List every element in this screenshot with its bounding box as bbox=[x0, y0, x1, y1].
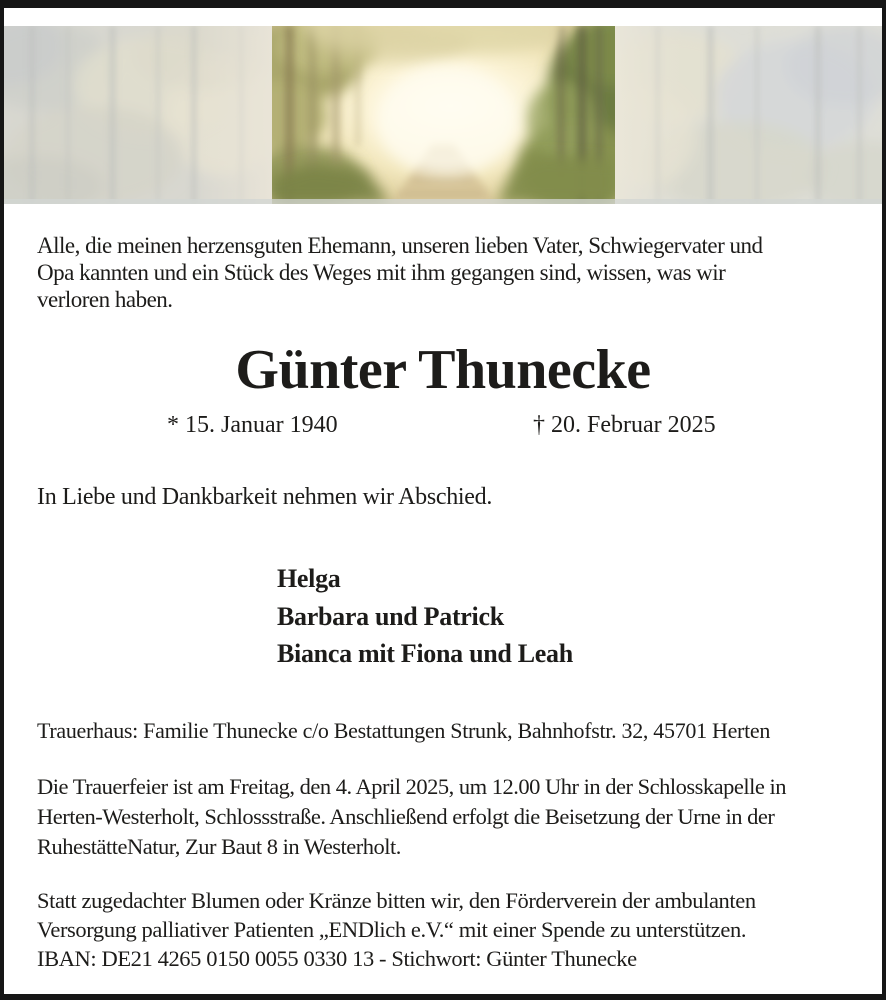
forest-path-photo bbox=[4, 26, 882, 204]
mourner-name: Bianca mit Fiona und Leah bbox=[277, 639, 573, 668]
photo-left-faded-panel bbox=[4, 26, 272, 204]
service-paragraph bbox=[37, 772, 786, 862]
death-date: † 20. Februar 2025 bbox=[533, 412, 716, 438]
service-line: Herten-Westerholt, Schlossstraße. Anschließend erfolgt die Beisetzung der Urne in der bbox=[37, 804, 775, 829]
donation-line: IBAN: DE21 4265 0150 0055 0330 13 - Stichwort: Günter Thunecke bbox=[37, 946, 637, 971]
donation-line: Statt zugedachter Blumen oder Kränze bitten wir, den Förderverein der ambulanten bbox=[37, 888, 756, 913]
service-line: Die Trauerfeier ist am Freitag, den 4. April 2025, um 12.00 Uhr in der Schlosskapelle in bbox=[37, 774, 786, 799]
intro-line: Alle, die meinen herzensguten Ehemann, unseren lieben Vater, Schwiegervater und bbox=[37, 233, 763, 258]
donation-line: Versorgung palliativer Patienten „ENDlich e.V.“ mit einer Spende zu unterstützen. bbox=[37, 917, 747, 942]
intro-line: Opa kannten und ein Stück des Weges mit ihm gegangen sind, wissen, was wir bbox=[37, 260, 726, 285]
mourners-list bbox=[277, 560, 573, 673]
farewell-text: In Liebe und Dankbarkeit nehmen wir Abschied. bbox=[37, 484, 493, 510]
service-line: RuhestätteNatur, Zur Baut 8 in Westerholt. bbox=[37, 834, 401, 859]
life-dates-row bbox=[4, 412, 882, 444]
photo-right-faded-panel bbox=[615, 26, 882, 204]
mourner-name: Barbara und Patrick bbox=[277, 601, 504, 631]
photo-bottom-strip bbox=[4, 199, 882, 204]
page-inner bbox=[4, 8, 882, 994]
deceased-name: Günter Thunecke bbox=[235, 339, 651, 401]
mourner-name: Helga bbox=[277, 564, 341, 593]
donation-paragraph bbox=[37, 886, 756, 973]
trauerhaus-line: Trauerhaus: Familie Thunecke c/o Bestattungen Strunk, Bahnhofstr. 32, 45701 Herten bbox=[37, 718, 771, 743]
birth-date: * 15. Januar 1940 bbox=[167, 412, 338, 438]
intro-paragraph bbox=[37, 232, 763, 313]
intro-line: verloren haben. bbox=[37, 287, 173, 312]
photo-center-panel bbox=[272, 26, 615, 204]
